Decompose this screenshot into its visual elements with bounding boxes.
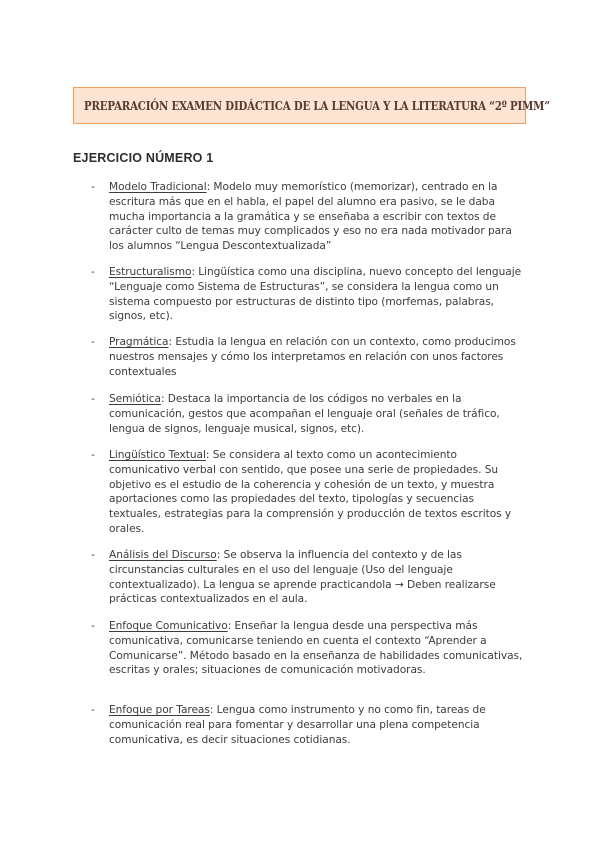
item-description: : Destaca la importancia de los códigos no verbales en la comunicación, gestos que acompañan el lenguaje oral (señales de tráfico, lengua de signos, lenguaje musical, signos, etc). <box>109 393 500 435</box>
item-term: Pragmática <box>109 336 169 348</box>
list-item <box>91 180 523 254</box>
item-description: : Lengua como instrumento y no como fin, tareas de comunicación real para fomentar y desarrollar una plena competencia comunicativa, es decir situaciones cotidianas. <box>109 704 486 746</box>
list-item <box>91 265 523 324</box>
bullet-dash: - <box>91 620 95 632</box>
bullet-dash: - <box>91 181 95 193</box>
bullet-dash: - <box>91 704 95 716</box>
list-item <box>91 619 523 678</box>
list-item <box>91 448 523 537</box>
item-term: Estructuralismo <box>109 266 192 278</box>
item-term: Modelo Tradicional <box>109 181 207 193</box>
bullet-dash: - <box>91 393 95 405</box>
bullet-dash: - <box>91 266 95 278</box>
list-item <box>91 548 523 607</box>
item-description: : Lingüística como una disciplina, nuevo concepto del lenguaje “Lenguaje como Sistema de Estructuras”, se considera la lengua como un sistema compuesto por estructuras de distinto tipo (morfemas, palabras, signos, etc). <box>109 266 522 323</box>
item-description: : Se observa la influencia del contexto y de las circunstancias culturales en el uso del lenguaje (Uso del lenguaje contextualizado). La lengua se aprende practicandola → Deben realizarse prácticas contextualizados en el aula. <box>109 549 496 606</box>
list-item <box>91 335 523 379</box>
item-description: : Modelo muy memorístico (memorizar), centrado en la escritura más que en el habla, el papel del alumno era pasivo, se le daba mucha importancia a la gramática y se enseñaba a escribir con textos de carácter culto de temas muy complicados y eso no era nada motivador para los alumnos “Lengua Descontextualizada” <box>109 181 512 253</box>
item-term: Análisis del Discurso <box>109 549 217 561</box>
list-item <box>91 703 523 747</box>
bullet-dash: - <box>91 549 95 561</box>
document-title: PREPARACIÓN EXAMEN DIDÁCTICA DE LA LENGUA Y LA LITERATURA “2º PIMM” <box>84 98 550 113</box>
section-heading: EJERCICIO NÚMERO 1 <box>73 151 214 165</box>
item-term: Lingüístico Textual <box>109 449 206 461</box>
item-term: Enfoque Comunicativo <box>109 620 228 632</box>
item-description: : Estudia la lengua en relación con un contexto, como producimos nuestros mensajes y cómo los interpretamos en relación con unos factores contextuales <box>109 336 516 378</box>
title-box <box>73 87 550 124</box>
item-term: Semiótica <box>109 393 161 405</box>
bullet-dash: - <box>91 449 95 461</box>
item-term: Enfoque por Tareas <box>109 704 210 716</box>
bullet-dash: - <box>91 336 95 348</box>
item-description: : Enseñar la lengua desde una perspectiva más comunicativa, comunicarse teniendo en cuenta el contexto “Aprender a Comunicarse”. Método basado en la enseñanza de habilidades comunicativas, escritas y orales; situaciones de comunicación motivadoras. <box>109 620 523 677</box>
item-description: : Se considera al texto como un acontecimiento comunicativo verbal con sentido, que posee una serie de propiedades. Su objetivo es el estudio de la coherencia y cohesión de un texto, y muestra aportaciones como las propiedades del texto, tipologías y secuencias textuales, estrategias para la comprensión y producción de textos escritos y orales. <box>109 449 512 535</box>
list-item <box>91 392 523 436</box>
